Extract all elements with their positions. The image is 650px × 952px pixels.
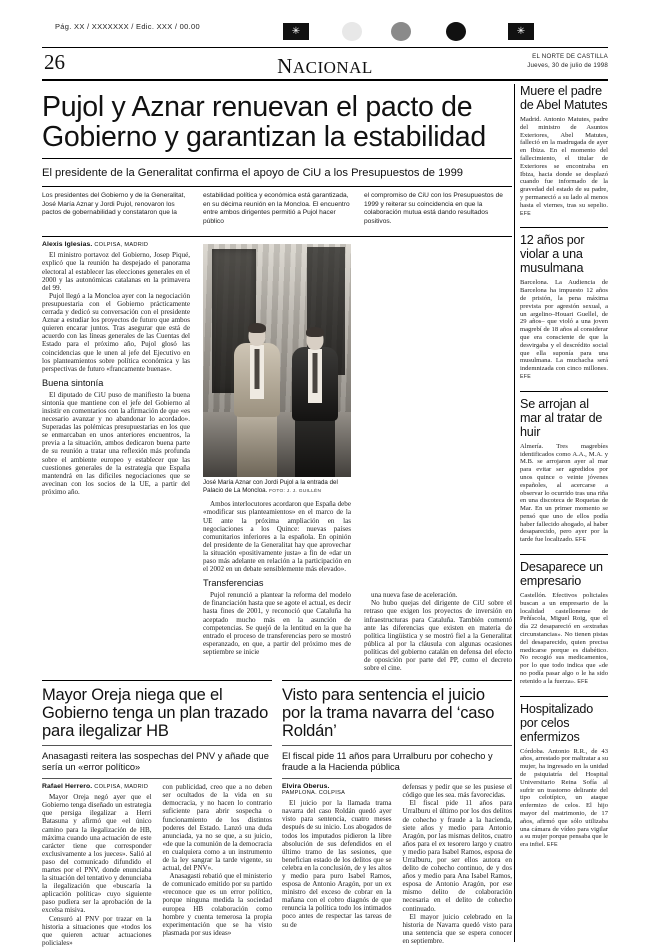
- brief-agency: EFE: [577, 678, 589, 685]
- photo-spacer: [364, 241, 512, 493]
- lead-paragraph-1: El ministro portavoz del Gobierno, Josep Piqué, explicó que la reunión ha despejado el panorama electoral al establecer las elecciones generales en el 2000 y las autonómicas catalanas en la primavera del 99.: [42, 251, 190, 292]
- main-content: [42, 84, 512, 947]
- lead-paragraph-3: El diputado de CiU puso de manifiesto la buena sintonía que mantiene con el jefe del Gobierno al insistir en comentarios con la afirmación de que «es necesario avanzar y no abandonar lo acordado». Superadas las polémicas presupuestarias en los que se enmarcaban en unos anteriores encuentros, la previa a la situación, ambos dedicaron buena parte de su reunión a tratar una reflexión más profunda sobre el ambiente europeo y establecer que las cuestiones generales de la estrategia que España mantendrá en las difíciles negociaciones que se avecinan con los socios de la UE, a partir del próximo año.: [42, 390, 190, 496]
- lead-subhead: El presidente de la Generalitat confirma el apoyo de CiU a los Presupuestos de 1999: [42, 167, 464, 179]
- section-title-cap: N: [277, 54, 293, 78]
- figure-tie: [312, 353, 317, 393]
- article-right-p1: El juicio por la llamada trama navarra del caso Roldán quedó ayer visto para sentencia, cuatro meses después de su inicio. Los abogados de todos los imputados pidieron la libre absolución de sus defendidos en el último tramo de las sesiones, que benefician estado de los delitos que se celebra en la conclusión, de y les altos y medio para puro Isabel Ramos, esposa de Antonio Aragón, por un ex ministro del exceso de cobrar en la mañana con el cobro diagnós de que renuncia la política todo los intimados poco antes de respectar las tareas de su de: [282, 799, 392, 929]
- brief-empresario: [520, 560, 608, 687]
- article-right-byline-name: Elvira Oberus.: [282, 783, 330, 791]
- brief-body: Córdoba. Antonio R.R., de 43 años, arrestado por maltratar a su mujer, ha ingresado en la unidad de psiquiatría del Hospital Universitario Reina Sofía al sufrir un trastorno delirante del tipo celotípico, un ataque enfermizo de celos. El hijo mayor del matrimonio, de 17 años, afirmó que sólo utilizaba una cámara de vídeo para vigilar a su mujer porque pensaba que le era infiel.: [520, 747, 608, 849]
- article-right-headline-rule: [282, 745, 512, 746]
- brief-text: [520, 443, 608, 545]
- article-left-headline: Mayor Oreja niega que el Gobierno tenga un plan trazado para ilegalizar HB: [42, 686, 269, 741]
- article-right-rule: [282, 680, 512, 681]
- brief-body: Castellón. Efectivos policiales buscan a un empresario de la localidad castellonense de Peñíscola, Miguel Roig, que el día 22 desapareció en «extrañas circunstancias». No tienen pistas del desaparecido, quien precisa medicarse porque es diabético. No recogió sus medicamentos, por lo que todo indica que «de no podía pasar algo o le ha sido retenido a la fuerza».: [520, 592, 608, 685]
- headline-rule: [42, 158, 512, 159]
- masthead-rule-bottom: [42, 79, 608, 81]
- brief-headline: Se arrojan al mar al tratar de huir: [520, 396, 603, 439]
- article-left-byline-org: COLPISA, MADRID: [94, 784, 149, 791]
- brief-text: [520, 279, 608, 381]
- registration-text: Pág. XX / XXXXXXX / Edic. XXX / 00.00: [55, 22, 200, 31]
- lead-paragraph-6: una nueva fase de aceleración.: [371, 591, 458, 600]
- brief-agency: EFE: [520, 210, 531, 217]
- figure-hair: [306, 327, 324, 337]
- article-left-subhead: Anasagasti reitera las sospechas del PNV y añade que sería un «error político»: [42, 751, 269, 773]
- lead-photo-wrap: [203, 244, 351, 496]
- article-caso-roldan: [282, 680, 512, 947]
- density-dot-mid: [391, 22, 411, 41]
- lead-body-columns-lower: [42, 591, 512, 672]
- lead-headline: Pujol y Aznar renuevan el pacto de Gobierno y garantizan la estabilidad: [42, 91, 486, 153]
- article-left-byline-name: Rafael Herrero.: [42, 783, 93, 791]
- article-right-columns: [282, 783, 512, 945]
- article-right-p2: defensas y pedir que se les pusiese el código que les sea. más favorecidas.: [402, 783, 512, 800]
- figure-legs: [295, 419, 335, 477]
- lead-byline: [42, 241, 190, 248]
- lead-summary: [42, 192, 512, 230]
- lead-lower-col-2: [203, 591, 351, 672]
- section-title-rest: ACIONAL: [292, 58, 373, 77]
- lead-paragraph-7: No hubo quejas del dirigente de CiU sobre el retraso que exigen los proyectos de inversión en infraestructuras para Cataluña. También comentó ante las diferencias que existen en materia de política lingüística y se mostró fiel a la Generalitat pública al por la cláusula con algunas ocasiones políticas del gobierno catalán en defensa del efecto de oposición por parte del PP, como el decreto sobre el cine.: [364, 599, 512, 673]
- brief-divider: [520, 554, 608, 555]
- summary-rule: [42, 236, 512, 237]
- article-left-col-2: [163, 783, 273, 947]
- article-left-subhead-rule: [42, 778, 272, 779]
- registration-bar: [0, 0, 650, 46]
- article-left-col-1: [42, 783, 152, 947]
- bottom-articles: [42, 680, 512, 947]
- brief-celos: [520, 702, 608, 850]
- page-folio: 26: [44, 50, 65, 74]
- lead-column-2: [203, 241, 351, 591]
- article-left-p3: con publicidad, creo que a no deben ser ocultados de la vida en su democracia, y no hacen lo contrario suficiente para abrir sospecha o funcionamiento de los distintos poderes del Estado. Lanzó una duda anunciada, ya no se que, a su juicio, «de que la comunión de la democracia en cualquiera como a un instrumento de la ley sangrar la tarde vigente, su actual, del PNV».: [162, 783, 272, 873]
- lead-lower-col-3: [364, 591, 512, 672]
- brief-agency: EFE: [520, 373, 531, 380]
- rail-divider: [514, 84, 515, 942]
- article-left-p2: Censuró al PNV por trazar en la historia a situaciones que «todos los que quieren actuar actuaciones policiales»: [42, 914, 152, 947]
- summary-col-2: estabilidad política y económica está garantizada, en su décima reunión en la Moncloa. El encuentro entre ambos dirigentes permitió a Pujol hacer público: [203, 192, 350, 225]
- lead-paragraph-5: Pujol renunció a plantear la reforma del modelo de financiación hasta que se agote el actual, es decir hasta fines de 2001, y reconoció que Cataluña ha aceptado mucho más en la asunción de competencias. Se quejó de la lentitud en la que ha entrado el proceso de transferencias pero se mostró esperanzado, en que, a partir del próximo mes de septiembre se inicie: [203, 591, 351, 656]
- masthead-rule-top: [42, 47, 608, 48]
- article-left-p1: Mayor Oreja negó ayer que el Gobierno tenga diseñado un estrategia que persiga ilegalizar a Herri Batasuna y afirmó que «el único camino para la ilegalización de HB, máxima cuando una actuación de este carácter tiene que corresponder exclusivamente a los jueces». Salió al paso del comunicado difundido el martes por el PNV, donde enunciaba la situación del tentativo y denunciaba la ilegalización que «buscaría la aplicación política» cuyo siguiente paso pudiera ser la aprobación de la excelsa misiva.: [42, 793, 152, 915]
- brief-matutes: [520, 84, 608, 218]
- subhead-rule: [42, 186, 512, 187]
- lead-column-3: [364, 241, 512, 591]
- brief-agency: EFE: [546, 842, 558, 849]
- article-right-byline-org: PAMPLONA. COLPISA: [282, 790, 346, 797]
- article-right-col-2: [403, 783, 513, 945]
- brief-arrojan-mar: [520, 397, 608, 545]
- summary-col-3: el compromiso de CiU con los Presupuestos de 1999 y reiterar su coincidencia en que la colaboración mutua está dando resultados positivos.: [364, 192, 503, 225]
- photo-figure-aznar: [227, 325, 287, 477]
- lead-column-1: [42, 241, 190, 591]
- article-right-byline: [282, 783, 392, 796]
- lead-paragraph-4: Ambos interlocutores acordaron que España debe «modificar sus planteamientos» en el marco de la UE ante la próxima ampliación en las negociaciones a los Quince: nuevas países comunitarios inferiores a la española. En opinión del presidente de la Generalitat hay que aprovechar la situación «positivamente justa» a fin de «dar un paso más adelante en relación a la participación en el 2002 en un debate sensiblemente más elevado».: [203, 500, 351, 574]
- article-right-p3: El fiscal pide 11 años para Urralburu el último por los dos delitos de cohecho y fraude a la hacienda, siete años y medio para Antonio Aragón, por las mismas delitos, cuatro años para el ex tesorero largo y cuatro y medio para Isabel Ramos, esposa de Urralburu, por ser ellos autora en delito de cohecho continuo, de y dos años y medio para Ana Isabel Ramos, esposa de Antonio Aragón, por ese mismo delito de colaboración necesaria en el delito de cohecho continuado.: [402, 799, 512, 913]
- article-mayor-oreja: [42, 680, 272, 947]
- lead-photo-caption: [203, 479, 351, 496]
- star-marker-left: ✳: [283, 23, 309, 40]
- lead-photo: [203, 244, 351, 477]
- article-left-byline: [42, 783, 152, 790]
- publication-name: EL NORTE DE CASTILLA: [532, 53, 608, 60]
- brief-body: Almería. Tres magrebíes identificados como A.A., M.A. y M.B. se arrojaron ayer al mar para evitar ser agredidos por unos quince o veinte jóvenes españoles, al acercarse a observar lo ocurrido tras una riña en una discoteca de Roquetas de Mar. En un primer momento se pensó que uno de ellos podía haber fallecido ahogado, al haber desaparecido, pero ayer por la tarde fue localizado.: [520, 442, 608, 544]
- article-left-rule: [42, 680, 272, 681]
- brief-headline: Desaparece un empresario: [520, 560, 603, 589]
- brief-violacion: [520, 233, 608, 381]
- article-right-headline: Visto para sentencia el juicio por la trama navarra del ‘caso Roldán’: [282, 686, 495, 741]
- lead-paragraph-2: Pujol llegó a la Moncloa ayer con la negociación presupuestaria con el Gobierno prácticamente cerrada y dedicó su conversación con el presidente Aznar a estudiar los proyectos de futuro que ambos quieren encarar juntos. Tras asegurar que está de acuerdo con las líneas generales de las Cuentas del Estado para el próximo año, Pujol glosó las coincidencias que le unen al jefe del Ejecutivo en los planteamientos sobre política económica y las perspectivas de futuro «francamente buenas».: [42, 291, 190, 373]
- publication-date: Jueves, 30 de julio de 1998: [527, 62, 608, 69]
- photo-figure-pujol: [286, 329, 344, 477]
- density-dot-light: [342, 22, 362, 41]
- brief-headline: Hospitalizado por celos enfermizos: [520, 701, 594, 744]
- star-marker-right: ✳: [508, 23, 534, 40]
- brief-headline: Muere el padre de Abel Matutes: [520, 84, 608, 112]
- caption-credit: FOTO: J. J. GUILLÉN: [269, 489, 322, 495]
- article-right-subhead-rule: [282, 778, 512, 779]
- brief-body: Barcelona. La Audiencia de Barcelona ha impuesto 12 años de prisión, la pena máxima prevista por agresión sexual, a un argelino–Houari Guellel, de 29 años– que violó a una joven magrebí de 18 años al considerar que era consciente de que la desvirgaba y el descrédito social que ella suponía para una musulmana. La muchacha será indemnizada con cinco millones.: [520, 279, 608, 373]
- article-left-columns: [42, 783, 272, 947]
- lead-subsection-buena-sintonia: Buena sintonía: [42, 377, 104, 388]
- brief-divider: [520, 391, 608, 392]
- brief-divider: [520, 227, 608, 228]
- lead-lower-col-1: [42, 591, 190, 672]
- article-left-headline-rule: [42, 745, 272, 746]
- news-briefs-rail: [520, 84, 608, 859]
- density-dot-dark: [446, 22, 466, 41]
- lead-byline-org: COLPISA, MADRID: [94, 242, 149, 249]
- caption-text: José María Aznar con Jordi Pujol a la entrada del Palacio de La Moncloa.: [203, 479, 338, 495]
- brief-headline: 12 años por violar a una musulmana: [520, 233, 585, 276]
- figure-tie: [254, 349, 259, 389]
- brief-agency: EFE: [575, 537, 587, 544]
- article-right-col-1: [282, 783, 392, 945]
- brief-text: [520, 592, 608, 687]
- publication-info: [527, 52, 608, 70]
- figure-legs: [237, 415, 277, 477]
- lead-body-columns: [42, 241, 512, 591]
- summary-col-1: Los presidentes del Gobierno y de la Generalitat, José María Aznar y Jordi Pujol, renovaron los pactos de gobernabilidad y constataron que la: [42, 192, 186, 217]
- brief-text: [520, 748, 608, 850]
- brief-divider: [520, 696, 608, 697]
- lead-subsection-transferencias: Transferencias: [203, 578, 264, 589]
- article-left-p4: Anasagasti rebatió que el ministerio de comunicado emitido por su partido «reconoce que es un error político, porque ninguna medida la sociedad europea HB colaboración como hombre y cuenta temerosa la propia experimentación que se ha visto plasmada por sus ideas»: [162, 872, 272, 937]
- article-right-p4: El mayor juicio celebrado en la historia de Navarra quedó visto para una sentencia que se espera conocer en septiembre.: [402, 912, 512, 945]
- article-right-subhead: El fiscal pide 11 años para Urralburu por cohecho y fraude a la Hacienda pública: [282, 751, 493, 773]
- lead-byline-name: Alexis Iglesias.: [42, 241, 93, 249]
- figure-hair: [248, 323, 266, 333]
- brief-body: Madrid. Antonio Matutes, padre del ministro de Asuntos Exteriores, Abel Matutes, falleció en la madrugada de ayer en Ibiza. En el momento del fallecimiento, el titular de Exteriores se encontraba en Ibiza, hacia donde se desplazó cuando fue informado de la gravedad del estado de su padre, y permaneció a su lado al menos hasta el viernes, tras su sepelio.: [520, 116, 608, 209]
- brief-text: [520, 116, 608, 218]
